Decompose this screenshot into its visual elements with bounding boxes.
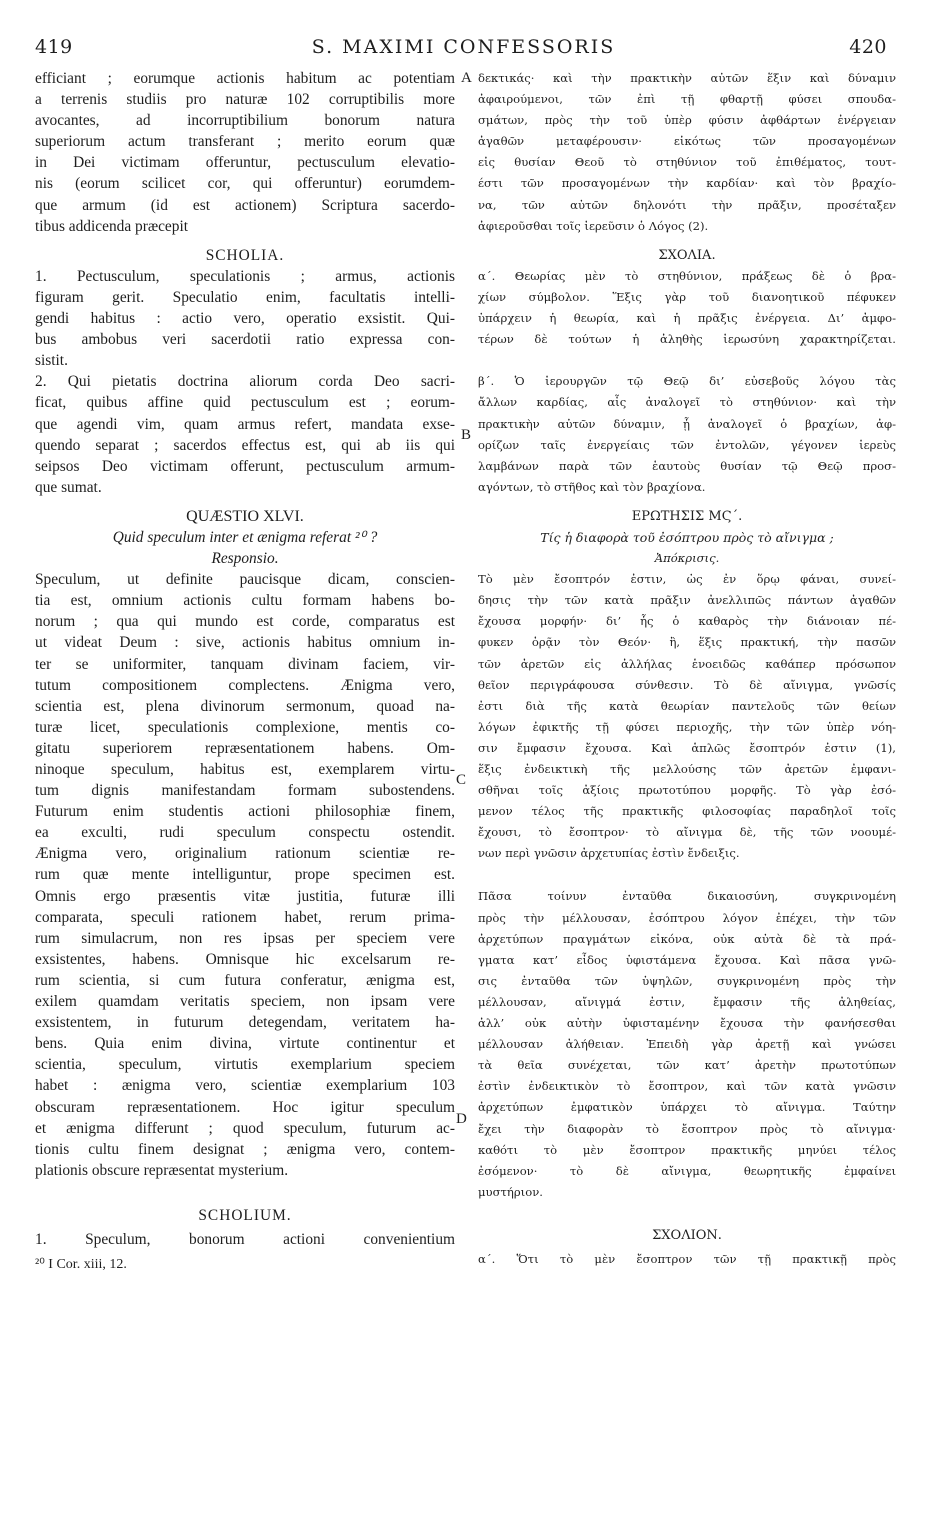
greek-scholia-line bbox=[478, 350, 896, 371]
greek-body-line: γματα κατ’ εἶδος ὑφιστάμενα ἔχουσα. Καὶ πᾶσα γνῶ- bbox=[478, 952, 896, 967]
latin-body-line: bens. Quia enim divina, virtute continentur et bbox=[35, 1035, 455, 1053]
greek-body-line: σιν ἔμφασιν ἔχουσα. Καὶ ἁπλῶς ἔσοπτρόν ἐστιν (1), bbox=[478, 740, 896, 755]
latin-body-line: tia est, omnium actionis cultu formam habens bo- bbox=[35, 592, 455, 610]
left-page-number: 419 bbox=[35, 36, 73, 58]
greek-body-line: τὰ θεῖα συνέχεται, τῶν κατ’ ἀρετὴν πρωτοτύπων bbox=[478, 1058, 896, 1073]
greek-body-line: θεῖον περιγράφουσα σύνθεσιν. Τὸ δὲ αἴνιγμα, γνῶσίς bbox=[478, 677, 896, 692]
greek-scholia-line: αγόντων, τὸ στῆθος καὶ τὸν βραχίονα. bbox=[478, 479, 706, 494]
greek-intro-line: δεκτικάς· καὶ τὴν πρακτικὴν αὐτῶν ἕξιν καὶ δύναμιν bbox=[478, 71, 896, 85]
latin-body-line: et ænigma differunt ; quod speculum, futurum ac- bbox=[35, 1119, 455, 1137]
greek-scholia-line: λαμβάνων παρὰ τῶν ἑαυτοὺς θυσίαν τῷ Θεῷ προσ- bbox=[478, 458, 896, 473]
latin-body-line: scientia est, plena divinorum sermonum, quoad na- bbox=[35, 697, 455, 715]
latin-scholia-line: 2. Qui pietatis doctrina aliorum corda Deo sacri- bbox=[35, 373, 455, 391]
greek-scholium-line: α΄. Ὅτι τὸ μὲν ἔσοπτρον τῶν τῇ πρακτικῇ πρὸς bbox=[478, 1251, 896, 1266]
greek-body-line: μέλλουσαν ἀλήθειαν. Ἐπειδὴ γὰρ ἀρετῇ καὶ γνώσει bbox=[478, 1037, 896, 1052]
latin-body-line: norum ; qua qui mundo est corde, comparatus est bbox=[35, 613, 455, 631]
latin-scholia-line: seipsos Deo victimam offerunt, pectusculum armum- bbox=[35, 457, 455, 475]
greek-intro-line: σμάτων, πρὸς τὴν τοῦ ὑπὲρ φύσιν ἀφθάρτων ἐνέργειαν bbox=[478, 113, 896, 128]
latin-column bbox=[35, 68, 455, 1275]
latin-scholium-heading: SCHOLIUM. bbox=[198, 1206, 292, 1224]
latin-body-line: ut videat Deum : sive, actionis habitus omnium in- bbox=[35, 634, 455, 652]
latin-body-line: Ænigma vero, originalium rationum scientiæ re- bbox=[35, 845, 455, 863]
greek-body-line: φυκεν ὁρᾷν τὸν Θεόν· ἢ, ἕξις πρακτική, τὴν πασῶν bbox=[478, 635, 896, 650]
greek-responsio-label: Ἀπόκρισις. bbox=[654, 551, 720, 566]
greek-body-line: πρὸς τὴν μέλλουσαν, ἐσόπτρου λόγον ἐπέχει, τὴν τῶν bbox=[478, 910, 896, 925]
latin-intro-line: a terrenis studiis pro naturæ 102 corruptibilis more bbox=[35, 91, 455, 109]
latin-question-subtitle: Quid speculum inter et ænigma referat ²⁰ ? bbox=[112, 528, 378, 546]
greek-body-line: Τὸ μὲν ἔσοπτρόν ἐστιν, ὡς ἐν ὅρῳ φάναι, συνεί- bbox=[478, 572, 896, 587]
greek-body-line: ἔχει τὴν διαφορὰν τὸ ἔσοπτρον πρὸς τὸ αἴνιγμα· bbox=[478, 1121, 896, 1136]
greek-scholia-line: πρακτικὴν αὐτῶν δύναμιν, ᾗ ἀναλογεῖ ὁ βραχίων, ἀφ- bbox=[478, 416, 896, 431]
latin-scholia-line: que agendi vim, quam armus refert, mandata exse- bbox=[35, 415, 455, 433]
latin-question-heading: QUÆSTIO XLVI. bbox=[186, 507, 304, 525]
latin-body-line: gitatu superiorem repræsentationem habens. Om- bbox=[35, 739, 455, 757]
greek-intro-line: εἰς θυσίαν Θεοῦ τὸ στηθύνιον τοῦ ἐπιθέματος, τουτ- bbox=[478, 155, 896, 170]
greek-body-line: ἐστὶν ἐνδεικτικὸν τὸ ἔσοπτρον, καὶ τῶν κατὰ γνῶσιν bbox=[478, 1079, 896, 1094]
right-page-number: 420 bbox=[849, 36, 887, 58]
greek-body-line: νων περὶ γνῶσιν ἀρχετυπίας ἐστὶν ἔνδειξις. bbox=[478, 846, 740, 861]
latin-body-line: exsistentem, in futurum detegendam, veritatem ha- bbox=[35, 1014, 455, 1032]
latin-scholia-line: 1. Pectusculum, speculationis ; armus, actionis bbox=[35, 267, 455, 285]
greek-scholia-line: χίων σύμβολον. Ἕξις γὰρ τοῦ διανοητικοῦ πέφυκεν bbox=[478, 289, 896, 304]
latin-body-line: tionis cultu finem designat ; ænigma vero, contem- bbox=[35, 1140, 455, 1158]
margin-letter-a: A bbox=[461, 70, 472, 86]
latin-body-line: exsistentes, habens. Omnisque hic excelsarum re- bbox=[35, 950, 455, 968]
latin-intro-line: que armum (id est actionem) Scriptura sacerdo- bbox=[35, 196, 455, 214]
latin-intro-line: in Dei victimam offeruntur, pectusculum elevatio- bbox=[35, 154, 455, 172]
greek-body-line: λόγων ἐφικτῆς τῇ φύσει περιοχῆς, τὴν τῶν ὑπὲρ νόη- bbox=[478, 719, 896, 734]
latin-body-line: rum simulacrum, non res ipsas per speciem vere bbox=[35, 929, 455, 947]
greek-body-line: τῶν ἀρετῶν εἰς ἀλλήλας ἑνοειδῶς καθάπερ πρόσωπον bbox=[478, 656, 896, 671]
latin-scholia-line: figuram gerit. Speculatio enim, facultatis intelli- bbox=[35, 288, 455, 306]
latin-intro-line: avocantes, ad incorruptibilium bonorum natura bbox=[35, 112, 455, 130]
latin-scholia-line: sistit. bbox=[35, 352, 68, 370]
greek-intro-line: ἀφαιρούμενοι, τῶν ἐπὶ τῇ φθαρτῇ φύσει σπουδα- bbox=[478, 92, 896, 107]
latin-body-line: rum scientia, si cum futura conferatur, ænigma est, bbox=[35, 971, 455, 989]
latin-scholia-line: ficat, quibus affine quid pectusculum est ; eorum- bbox=[35, 394, 455, 412]
greek-column bbox=[478, 68, 896, 1270]
greek-body-line: ἔχουσι, τὸ ἔσοπτρον· τὸ αἴνιγμα δὲ, τῆς τῶν νοουμέ- bbox=[478, 825, 896, 840]
greek-body-line: Πᾶσα τοίνυν ἐνταῦθα δικαιοσύνη, συγκρινομένη bbox=[478, 889, 896, 904]
greek-scholium-heading: ΣΧΟΛΙΟΝ. bbox=[652, 1227, 722, 1243]
greek-scholia-line: β΄. Ὁ ἱερουργῶν τῷ Θεῷ δι’ εὐσεβοῦς λόγου τὰς bbox=[478, 374, 896, 389]
greek-body-line: σις ἐνταῦθα τῶν ὑψηλῶν, συγκρινομένη πρὸς τὴν bbox=[478, 973, 896, 988]
greek-body-line: σθῆναι τοῖς ἀξίοις πρωτοτύπου μορφῆς. Τὸ γὰρ ἐσό- bbox=[478, 783, 896, 798]
latin-body-line: tutum compositionem complectens. Ænigma vero, bbox=[35, 676, 455, 694]
latin-intro-line: nis (eorum scilicet cor, qui offeruntur) eorumdem- bbox=[35, 175, 455, 193]
greek-body-line: ἕξις ἐνδεικτικὴ τῆς μελλούσης τῶν ἀρετῶν ἐμφανι- bbox=[478, 762, 896, 776]
greek-scholia-heading: ΣΧΟΛΙΑ. bbox=[658, 247, 716, 263]
greek-body-line: μέλλουσαν, αἴνιγμά ἐστιν, ἔμφασιν τῆς ἀληθείας, bbox=[478, 994, 896, 1009]
latin-body-line: comparata, speculi rationem habet, rerum prima- bbox=[35, 908, 455, 926]
latin-body-line: Futurum enim studentis actioni philosophiæ finem, bbox=[35, 803, 455, 821]
latin-body-line: Omnis ergo præsentis vitæ justitia, futuræ illi bbox=[35, 887, 455, 905]
latin-body-line: obscuram repræsentationem. Hoc igitur speculum bbox=[35, 1098, 455, 1116]
latin-body-line: ea exculti, rudi speculum conspectu ostendit. bbox=[35, 824, 455, 842]
latin-scholia-heading: SCHOLIA. bbox=[205, 246, 285, 264]
greek-question-subtitle: Τίς ἡ διαφορὰ τοῦ ἐσόπτρου πρὸς τὸ αἴνιγμα ; bbox=[540, 529, 834, 545]
greek-intro-line: έστι τῶν προσαγομένων τὴν καρδίαν· καὶ τὸν βραχίο- bbox=[478, 176, 896, 191]
latin-scholia-line: quendo separat ; sacerdos effectus est, qui ab iis qui bbox=[35, 436, 455, 454]
greek-body-line: ἐσόμενον· τὸ δὲ αἴνιγμα, θεωρητικῆς ἐμφαίνει bbox=[478, 1163, 896, 1178]
greek-body-line: μυστήριον. bbox=[478, 1184, 543, 1199]
latin-body-line: habet : ænigma vero, scientiæ exemplarium 103 bbox=[35, 1077, 455, 1095]
latin-body-line: exilem quamdam veritatis speciem, non ipsam vere bbox=[35, 993, 455, 1011]
latin-body-line: scientia, speculum, virtutis exemplarium speciem bbox=[35, 1056, 455, 1074]
greek-scholia-line: ὑπάρχειν ἡ θεωρία, καὶ ἡ πρᾶξις ἐνέργεια. Δι’ ἀμφο- bbox=[478, 311, 896, 326]
margin-letter-c: C bbox=[456, 772, 467, 788]
greek-intro-line: να, τῶν αὐτῶν δηλονότι τὴν πρᾶξιν, προσέταξεν bbox=[478, 197, 896, 212]
greek-intro-line: ἀφιεροῦσθαι τοῖς ἱερεῦσιν ὁ Λόγος (2). bbox=[478, 218, 709, 233]
spacer bbox=[35, 1181, 455, 1205]
latin-footnote: ²⁰ I Cor. xiii, 12. bbox=[35, 1257, 127, 1273]
spacer bbox=[35, 237, 455, 245]
greek-body-line: μενον τέλος τῆς πρακτικῆς φιλοσοφίας παραδηλοῖ τοῖς bbox=[478, 804, 896, 819]
latin-body-line: tum dignis manifestandam formam subostendens. bbox=[35, 782, 455, 800]
latin-scholium-line: 1. Speculum, bonorum actioni convenientium bbox=[35, 1230, 455, 1248]
greek-question-heading: ΕΡΩΤΗΣΙΣ ΜϚ΄. bbox=[631, 508, 743, 524]
margin-letter-b: B bbox=[461, 427, 472, 443]
latin-intro-line: superiorum actum transferant ; merito eorum quæ bbox=[35, 133, 455, 151]
latin-intro-line: efficiant ; eorumque actionis habitum ac potentiam bbox=[35, 70, 455, 87]
margin-letter-d: D bbox=[456, 1111, 467, 1127]
latin-body-line: turæ licet, speculationis complexione, mentis co- bbox=[35, 718, 455, 736]
greek-body-line: ἀρχετύπων πραγμάτων εἰκόνα, οὐκ αὐτὰ δὲ τὰ πρά- bbox=[478, 931, 896, 946]
greek-body-line: ἔχουσα μορφήν· δι’ ἧς ὁ καθαρὸς τὴν διάνοιαν πέ- bbox=[478, 614, 896, 629]
greek-scholia-line: τέρων δὲ τούτων ἡ ἀληθὴς ἱερωσύνη χαρακτηρίζεται. bbox=[478, 332, 896, 347]
latin-responsio-label: Responsio. bbox=[211, 550, 279, 568]
spacer bbox=[35, 498, 455, 506]
greek-intro-line: ἀγαθῶν μεταφέρουσιν· εἰκότως τῶν προσαγομένων bbox=[478, 134, 896, 149]
greek-scholia-line: α΄. Θεωρίας μὲν τὸ στηθύνιον, πράξεως δὲ ὁ βρα- bbox=[478, 268, 896, 283]
spacer bbox=[478, 498, 896, 506]
latin-scholia-line: bus ambobus veri sacerdotii ratio expressa con- bbox=[35, 331, 455, 349]
latin-intro-line: tibus addicenda præcepit bbox=[35, 217, 189, 235]
latin-body-line: ter se uniformiter, tanquam divinam faciem, vir- bbox=[35, 655, 455, 673]
spacer bbox=[478, 1203, 896, 1225]
latin-body-line: ninoque speculum, habitus est, exemplarem virtu- bbox=[35, 761, 455, 778]
greek-body-line: δησις τὴν τῶν κατὰ πρᾶξιν ἀνελλιπῶς πάντων ἀγαθῶν bbox=[478, 593, 896, 608]
spacer bbox=[478, 864, 896, 886]
greek-body-line: ἀλλ’ οὐκ αὐτὴν ὑφισταμένην ἔχουσα τὴν φανήσεσθαι bbox=[478, 1016, 896, 1031]
greek-body-line: ἐστι διὰ τῆς κατὰ θεωρίαν παντελοῦς τῶν θείων bbox=[478, 698, 896, 713]
latin-body-line: Speculum, ut definite paucisque dicam, conscien- bbox=[35, 571, 455, 589]
latin-body-line: plationis obscure repræsentat mysterium. bbox=[35, 1161, 289, 1179]
latin-scholia-line: que sumat. bbox=[35, 478, 102, 496]
latin-body-line: rum quæ mente intelliguntur, prope specimen est. bbox=[35, 866, 455, 884]
greek-body-line: ἀρχετύπων ἐμφατικὸν ὑπάρχει τὸ αἴνιγμα. Ταύτην bbox=[478, 1100, 896, 1115]
latin-scholia-line: gendi habitus : actio vero, operatio exsistit. Qui- bbox=[35, 310, 455, 328]
greek-body-line: καθότι τὸ μὲν ἔσοπτρον πρακτικῆς μηνύει τέλος bbox=[478, 1142, 896, 1157]
greek-scholia-line: ἄλλων καρδίας, αἷς ἀναλογεῖ τὸ στηθύνιον· καὶ τὴν bbox=[478, 395, 896, 410]
running-title: S. MAXIMI CONFESSORIS bbox=[311, 36, 616, 58]
spacer bbox=[478, 237, 896, 245]
greek-scholia-line: ορίζων ταῖς ἐνεργείαις τῶν ἐντολῶν, γέγονεν ἱερεὺς bbox=[478, 437, 896, 452]
